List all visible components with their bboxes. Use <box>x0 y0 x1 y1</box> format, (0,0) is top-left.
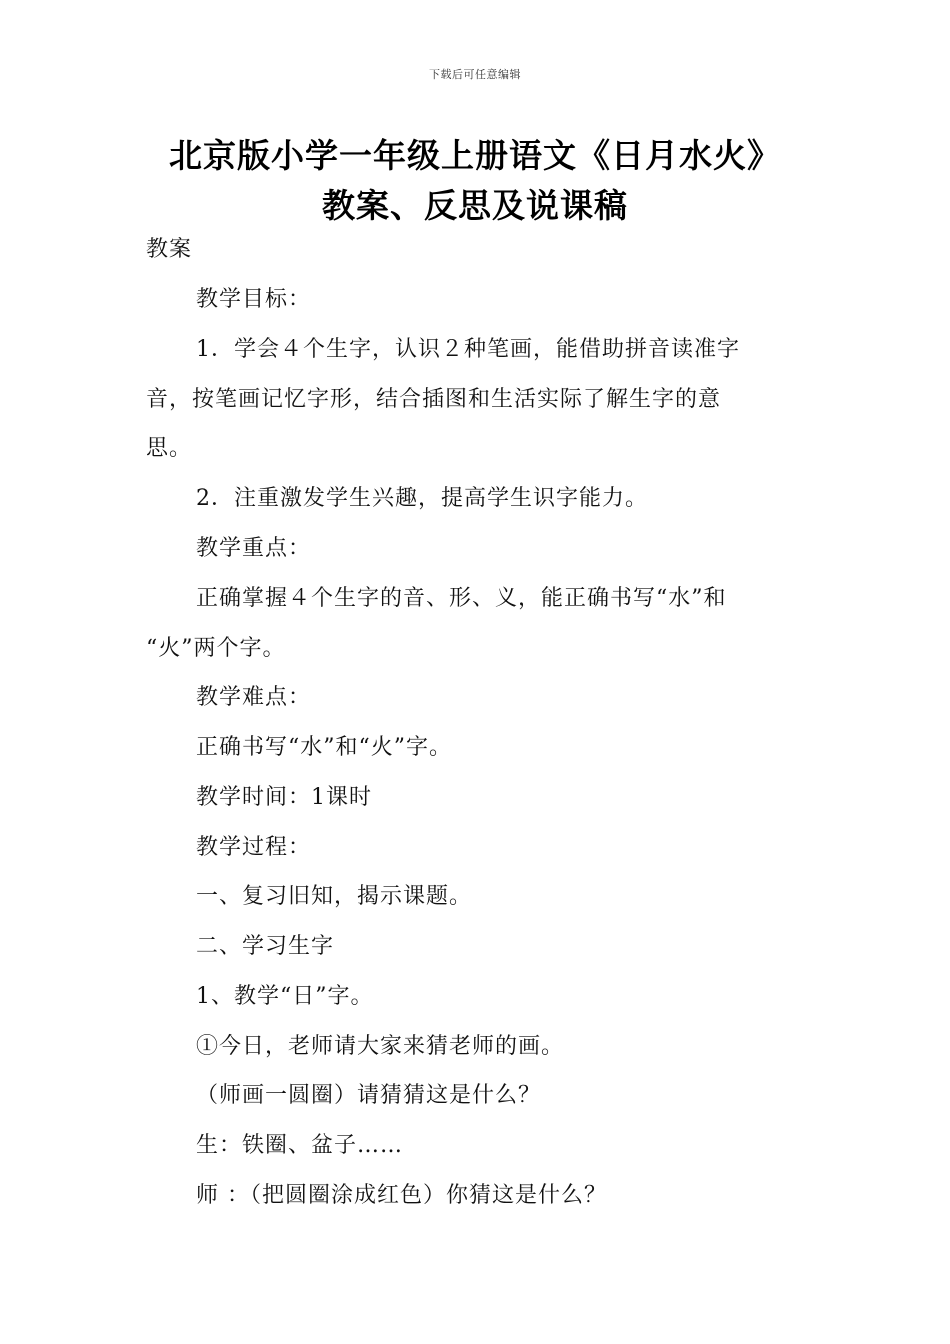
objective-1-line-2: 音，按笔画记忆字形，结合插图和生活实际了解生字的意 <box>146 387 722 412</box>
process-heading: 教学过程： <box>196 835 312 860</box>
process-step-2-1-d: 师 ：（把圆圈涂成红色）你猜这是什么？ <box>196 1183 607 1208</box>
document-title-line-1: 北京版小学一年级上册语文《日月水火》 <box>169 136 781 175</box>
objective-2: 2．注重激发学生兴趣，提高学生识字能力。 <box>196 486 648 511</box>
keypoints-heading: 教学重点： <box>196 536 312 561</box>
keypoints-line-2: “火”两个字。 <box>146 636 286 661</box>
difficulty-heading: 教学难点： <box>196 685 312 710</box>
process-step-2-1-c: 生：铁圈、盆子…… <box>196 1133 404 1158</box>
objective-1-line-3: 思。 <box>146 436 193 461</box>
section-label: 教案 <box>146 237 193 262</box>
process-step-2-1-a: ①今日，老师请大家来猜老师的画。 <box>196 1034 565 1059</box>
process-step-2-1-b: （师画一圆圈）请猜猜这是什么？ <box>196 1083 542 1108</box>
header-note: 下载后可任意编辑 <box>429 68 521 81</box>
document-title-line-2: 教案、反思及说课稿 <box>322 186 628 225</box>
difficulty-text: 正确书写“水”和“火”字。 <box>196 735 452 760</box>
keypoints-line-1: 正确掌握４个生字的音、形、义，能正确书写“水”和 <box>196 586 727 611</box>
process-step-2-1: 1、教学“日”字。 <box>196 984 374 1009</box>
objectives-heading: 教学目标： <box>196 287 312 312</box>
teaching-time: 教学时间：1课时 <box>196 785 372 810</box>
objective-1-line-1: 1．学会４个生字，认识２种笔画，能借助拼音读准字 <box>196 337 740 362</box>
process-step-2: 二、学习生字 <box>196 934 335 959</box>
process-step-1: 一、复习旧知，揭示课题。 <box>196 884 473 909</box>
